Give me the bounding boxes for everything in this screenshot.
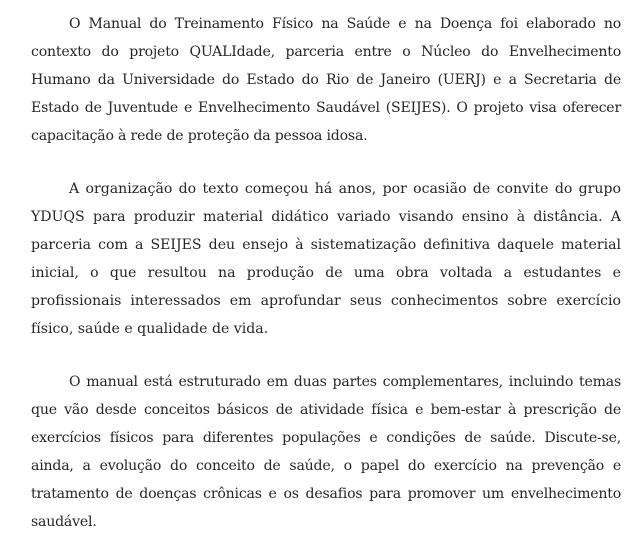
paragraph-structure: O manual está estruturado em duas partes complementares, incluindo temas que vão desde conceitos básicos de atividade física e bem-estar à prescrição de exercícios físicos para diferentes populações e condições de saúde. Discute-se, ainda, a evolução do conceito de saúde, o papel do exercício na prevenção e tratamento de doenças crônicas e os desafios para promover um envelhecimento saudável.: [31, 374, 621, 530]
paragraph-origin: A organização do texto começou há anos, por ocasião de convite do grupo YDUQS para produzir material didático variado visando ensino à distância. A parceria com a SEIJES deu ensejo à sistematização definitiva daquele material inicial, o que resultou na produção de uma obra voltada a estudantes e profissionais interessados em aprofundar seus conhecimentos sobre exercício físico, saúde e qualidade de vida.: [31, 181, 621, 337]
paragraph-intro: O Manual do Treinamento Físico na Saúde e na Doença foi elaborado no contexto do projeto QUALIdade, parceria entre o Núcleo do Envelhecimento Humano da Universidade do Estado do Rio de Janeiro (UERJ) e a Secretaria de Estado de Juventude e Envelhecimento Saudável (SEIJES). O projeto visa oferecer capacitação à rede de proteção da pessoa idosa.: [31, 16, 621, 144]
